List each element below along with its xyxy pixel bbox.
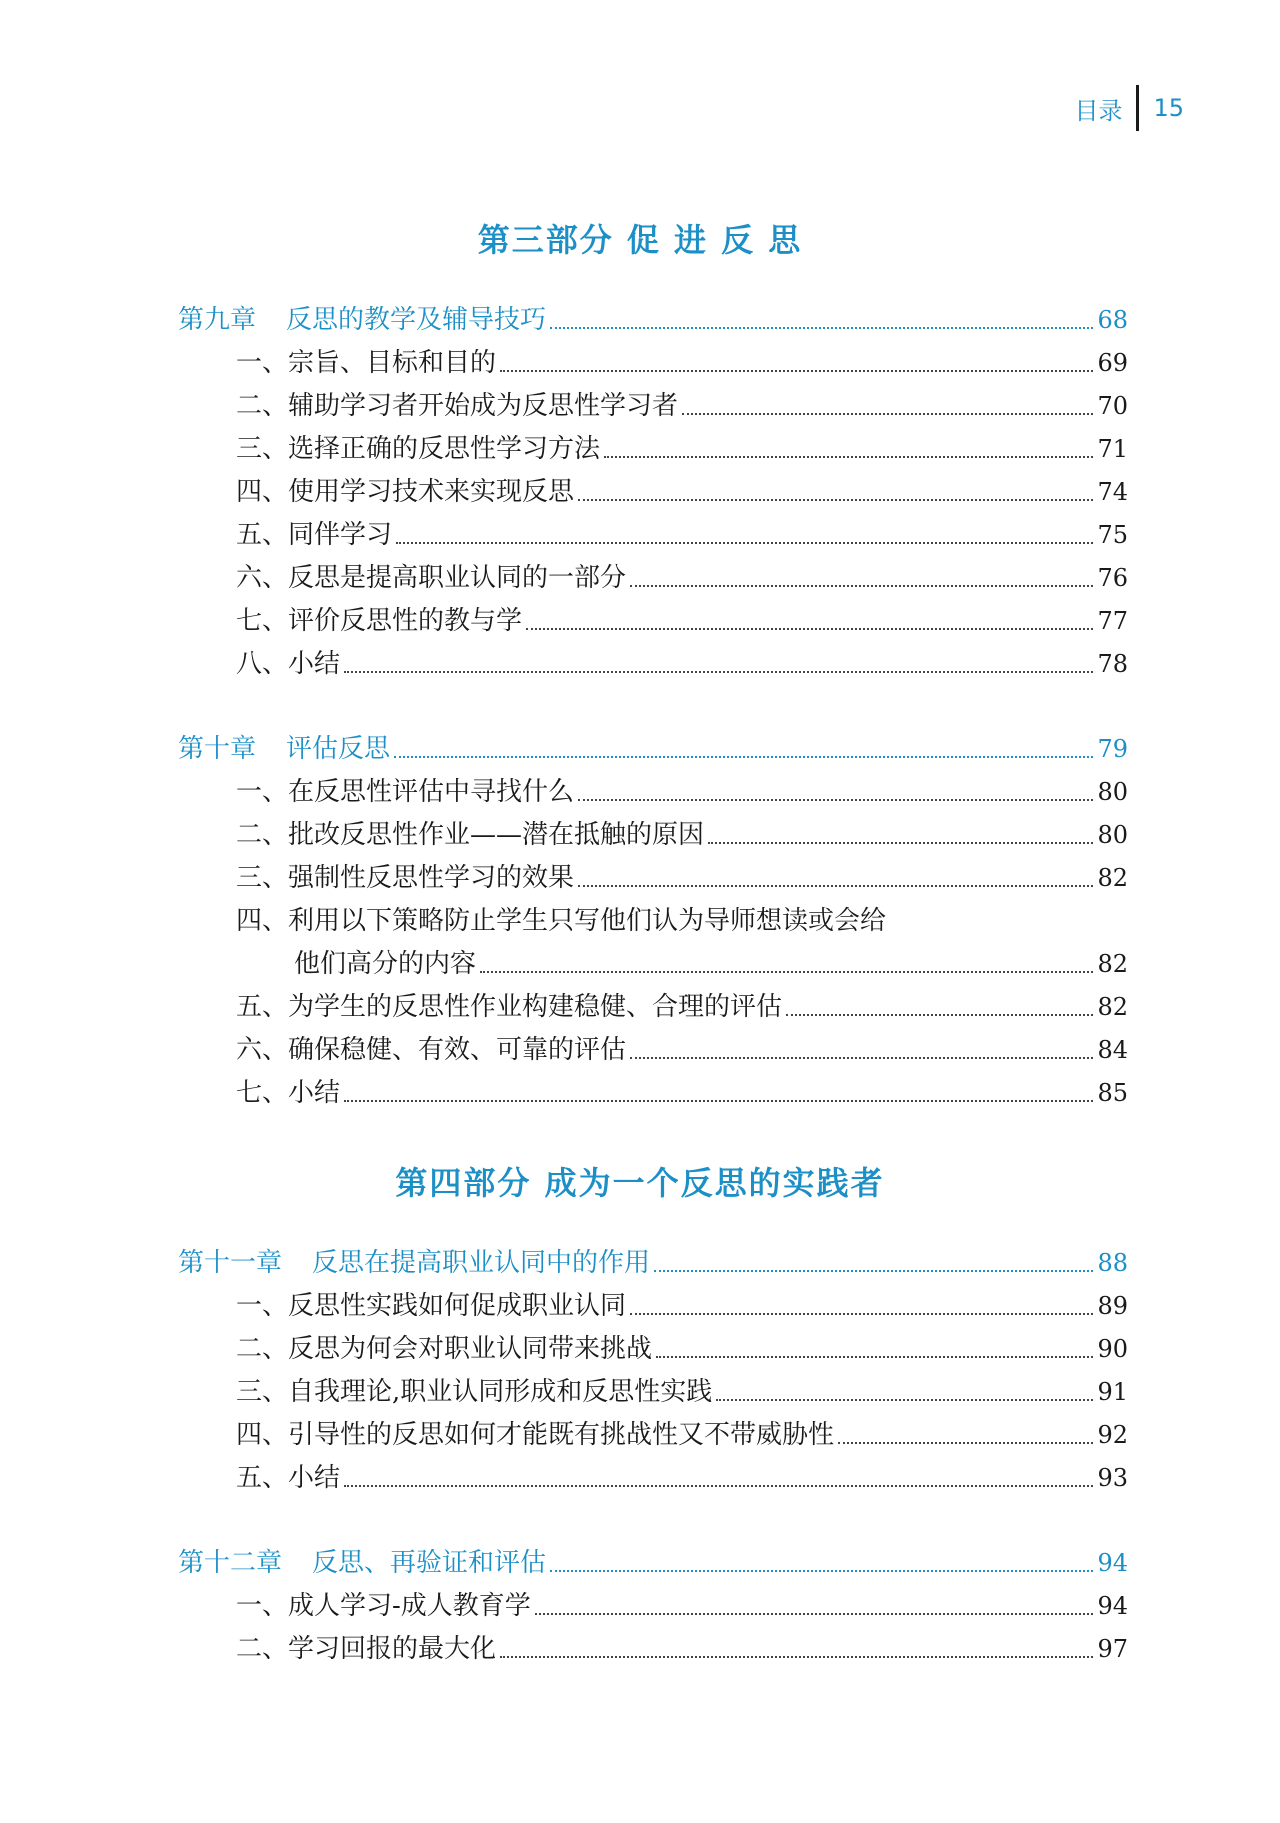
chapter-title: 反思在提高职业认同中的作用: [312, 1248, 651, 1278]
part-title: 第三部分 促 进 反 思: [477, 221, 803, 259]
dot-leader: [630, 585, 1093, 587]
section-page: 80: [1097, 778, 1128, 806]
toc-section[interactable]: [178, 987, 1128, 1027]
section-page: 82: [1097, 864, 1128, 892]
section-page: 70: [1097, 392, 1128, 420]
toc-section[interactable]: [178, 1286, 1128, 1326]
chapter-number: 第十章: [178, 734, 257, 764]
toc-chapter[interactable]: [178, 300, 1128, 340]
toc-chapter[interactable]: [178, 1543, 1128, 1583]
running-header: [1074, 84, 1184, 132]
toc-section[interactable]: [178, 386, 1128, 426]
dot-leader: [656, 1356, 1093, 1358]
section-label: 五、同伴学习: [236, 520, 393, 550]
dot-leader: [630, 1057, 1093, 1059]
dot-leader: [578, 885, 1093, 887]
section-label: 七、小结: [236, 1078, 341, 1108]
toc-section[interactable]: [178, 772, 1128, 812]
section-label: 六、确保稳健、有效、可靠的评估: [236, 1035, 627, 1065]
toc-section[interactable]: [178, 429, 1128, 469]
section-page: 82: [1097, 993, 1128, 1021]
section-page: 93: [1097, 1464, 1128, 1492]
toc-section[interactable]: [178, 558, 1128, 598]
toc-section[interactable]: [178, 601, 1128, 641]
dot-leader: [396, 542, 1093, 544]
toc-section[interactable]: [178, 515, 1128, 555]
dot-leader: [344, 1485, 1093, 1487]
dot-leader: [550, 1570, 1093, 1572]
section-page: 76: [1097, 564, 1128, 592]
section-page: 78: [1097, 650, 1128, 678]
dot-leader: [394, 756, 1093, 758]
chapter-page: 79: [1097, 735, 1128, 763]
header-divider: [1136, 85, 1139, 131]
toc-section-first-line[interactable]: [178, 901, 886, 941]
dot-leader: [526, 628, 1093, 630]
part-title: 第四部分 成为一个反思的实践者: [395, 1164, 885, 1202]
chapter-title: 反思、再验证和评估: [312, 1548, 547, 1578]
section-label: 三、选择正确的反思性学习方法: [236, 434, 601, 464]
toc-section[interactable]: [178, 472, 1128, 512]
section-page: 71: [1097, 435, 1128, 463]
section-page: 80: [1097, 821, 1128, 849]
dot-leader: [604, 456, 1093, 458]
chapter-number: 第九章: [178, 305, 257, 335]
header-page-number: 15: [1153, 94, 1184, 122]
section-label: 一、成人学习-成人教育学: [236, 1591, 531, 1621]
section-page: 85: [1097, 1079, 1128, 1107]
section-label: 五、为学生的反思性作业构建稳健、合理的评估: [236, 992, 783, 1022]
header-section-title: 目录: [1074, 96, 1123, 125]
toc-chapter[interactable]: [178, 729, 1128, 769]
section-label: 八、小结: [236, 649, 341, 679]
section-page: 84: [1097, 1036, 1128, 1064]
chapter-page: 94: [1097, 1549, 1128, 1577]
toc-section[interactable]: [178, 1586, 1128, 1626]
dot-leader: [630, 1313, 1093, 1315]
dot-leader: [578, 499, 1093, 501]
toc-section[interactable]: [178, 1415, 1128, 1455]
toc-section[interactable]: [178, 644, 1128, 684]
section-label: 三、强制性反思性学习的效果: [236, 863, 575, 893]
section-page: 82: [1097, 950, 1128, 978]
dot-leader: [344, 671, 1093, 673]
dot-leader: [682, 413, 1093, 415]
section-label: 一、宗旨、目标和目的: [236, 348, 497, 378]
toc-section[interactable]: [178, 1329, 1128, 1369]
toc-chapter[interactable]: [178, 1243, 1128, 1283]
section-label: 二、辅助学习者开始成为反思性学习者: [236, 391, 679, 421]
chapter-number: 第十二章: [178, 1548, 283, 1578]
section-label: 一、在反思性评估中寻找什么: [236, 777, 575, 807]
section-page: 89: [1097, 1292, 1128, 1320]
dot-leader: [344, 1100, 1093, 1102]
toc-section[interactable]: [178, 1030, 1128, 1070]
chapter-title: 反思的教学及辅导技巧: [286, 305, 547, 335]
section-label: 七、评价反思性的教与学: [236, 606, 523, 636]
dot-leader: [535, 1613, 1094, 1615]
section-page: 77: [1097, 607, 1128, 635]
section-label: 六、反思是提高职业认同的一部分: [236, 563, 627, 593]
dot-leader: [708, 842, 1093, 844]
section-page: 97: [1097, 1635, 1128, 1663]
chapter-title: 评估反思: [286, 734, 391, 764]
section-label: 一、反思性实践如何促成职业认同: [236, 1291, 627, 1321]
toc-section[interactable]: [178, 815, 1128, 855]
section-page: 69: [1097, 349, 1128, 377]
toc-section-continuation[interactable]: [178, 944, 1128, 984]
dot-leader: [786, 1014, 1093, 1016]
section-label: 二、批改反思性作业——潜在抵触的原因: [236, 820, 705, 850]
dot-leader: [500, 370, 1093, 372]
toc-section[interactable]: [178, 1629, 1128, 1669]
dot-leader: [550, 327, 1093, 329]
section-page: 94: [1097, 1592, 1128, 1620]
chapter-number: 第十一章: [178, 1248, 283, 1278]
chapter-page: 88: [1097, 1249, 1128, 1277]
section-label: 五、小结: [236, 1463, 341, 1493]
dot-leader: [716, 1399, 1093, 1401]
toc-section[interactable]: [178, 1073, 1128, 1113]
section-label: 四、利用以下策略防止学生只写他们认为导师想读或会给: [236, 906, 887, 936]
section-label: 三、自我理论,职业认同形成和反思性实践: [236, 1377, 713, 1407]
dot-leader: [578, 799, 1093, 801]
toc-section[interactable]: [178, 343, 1128, 383]
section-page: 75: [1097, 521, 1128, 549]
section-label: 四、使用学习技术来实现反思: [236, 477, 575, 507]
section-page: 74: [1097, 478, 1128, 506]
dot-leader: [500, 1656, 1093, 1658]
dot-leader: [480, 971, 1093, 973]
dot-leader: [654, 1270, 1093, 1272]
toc-section[interactable]: [178, 1458, 1128, 1498]
dot-leader: [838, 1442, 1093, 1444]
chapter-page: 68: [1097, 306, 1128, 334]
section-label: 二、反思为何会对职业认同带来挑战: [236, 1334, 653, 1364]
section-page: 91: [1097, 1378, 1128, 1406]
section-page: 92: [1097, 1421, 1128, 1449]
section-label-continuation: 他们高分的内容: [294, 949, 477, 979]
toc-section[interactable]: [178, 858, 1128, 898]
section-label: 二、学习回报的最大化: [236, 1634, 497, 1664]
section-label: 四、引导性的反思如何才能既有挑战性又不带威胁性: [236, 1420, 835, 1450]
toc-section[interactable]: [178, 1372, 1128, 1412]
section-page: 90: [1097, 1335, 1128, 1363]
